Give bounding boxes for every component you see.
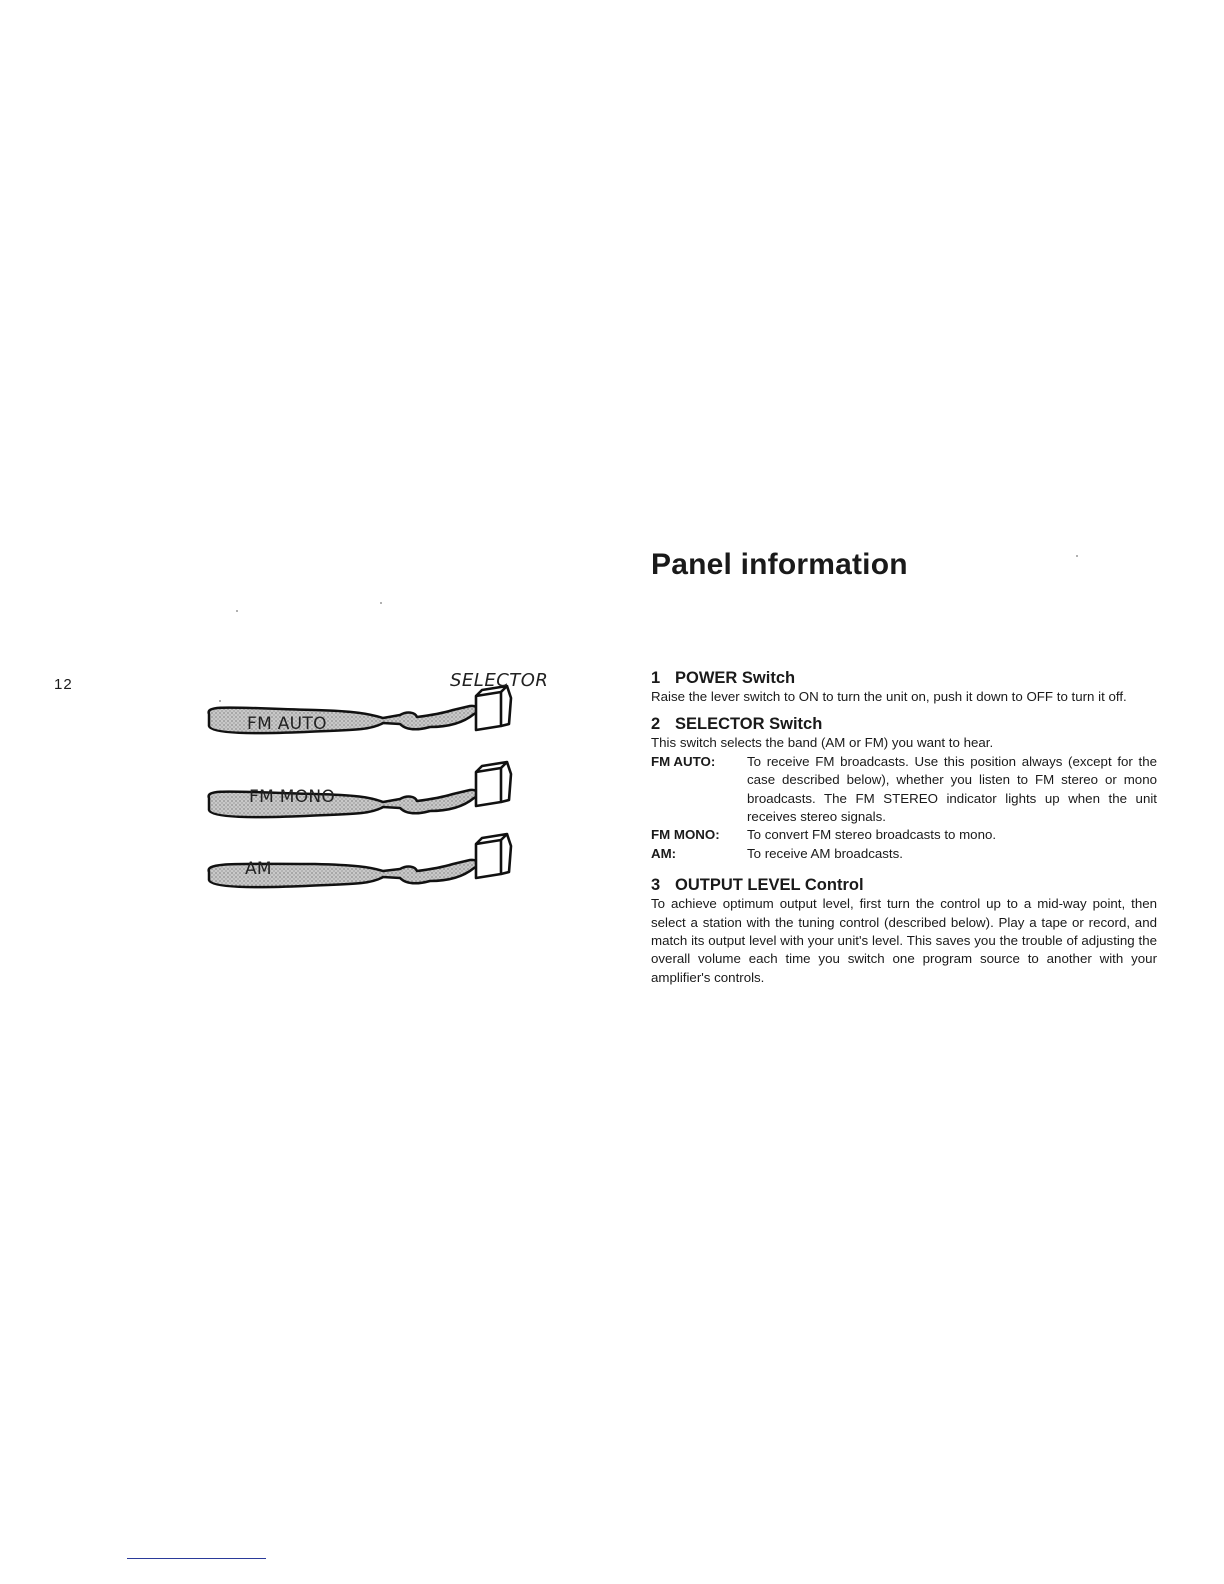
scan-speck: [219, 700, 221, 702]
section-heading: [651, 668, 1157, 688]
position-label-fm-mono: FM MONO: [249, 787, 336, 807]
section-power-switch: [651, 668, 1157, 706]
section-number: 2: [651, 715, 661, 734]
page-title: Panel information: [651, 548, 908, 581]
definition-desc: To convert FM stereo broadcasts to mono.: [747, 827, 997, 843]
figure-caption: SELECTOR: [450, 670, 549, 691]
knob-icon: [476, 834, 511, 878]
footnote-rule: [127, 1558, 266, 1559]
section-number: 3: [651, 876, 661, 895]
definition-term: AM:: [651, 845, 677, 861]
section-intro: This switch selects the band (AM or FM) you want to hear.: [651, 735, 994, 751]
section-title: SELECTOR Switch: [675, 715, 823, 734]
definition-row-fm-auto: [651, 753, 1157, 827]
knob-icon: [476, 686, 511, 730]
scan-speck: [380, 602, 382, 604]
section-heading: [651, 714, 1157, 734]
definition-term: FM AUTO:: [651, 753, 716, 769]
section-heading: [651, 875, 1157, 895]
scan-speck: [1076, 555, 1078, 557]
definition-desc: To receive AM broadcasts.: [747, 845, 903, 861]
knob-icon: [476, 762, 511, 806]
section-number: 1: [651, 669, 661, 687]
text-column: [651, 548, 1157, 987]
section-title: OUTPUT LEVEL Control: [675, 876, 864, 895]
scan-speck: [236, 610, 238, 612]
position-label-am: AM: [245, 859, 272, 879]
definition-row-fm-mono: [651, 826, 1157, 844]
section-output-level-control: [651, 875, 1157, 987]
section-body: To achieve optimum output level, first turn the control up to a mid-way point, then select a station with the tuning control (described below). Play a tape or record, and match its output level with your unit's level. This saves you the trouble of adjusting the overall volume each time you switch one program source to another with your amplifier's controls.: [651, 896, 1157, 985]
section-title: POWER Switch: [675, 669, 796, 687]
position-label-fm-auto: FM AUTO: [247, 714, 327, 734]
selector-illustration: [195, 668, 549, 900]
section-selector-switch: [651, 714, 1157, 863]
definition-desc: To receive FM broadcasts. Use this position always (except for the case described below), whether you listen to FM stereo or mono broadcasts. The FM STEREO indicator lights up when the unit receives stereo signals.: [747, 753, 1157, 825]
section-body: Raise the lever switch to ON to turn the unit on, push it down to OFF to turn it off.: [651, 689, 1127, 704]
page-number: 12: [54, 676, 73, 693]
definition-row-am: [651, 845, 1157, 863]
definition-term: FM MONO:: [651, 827, 720, 843]
